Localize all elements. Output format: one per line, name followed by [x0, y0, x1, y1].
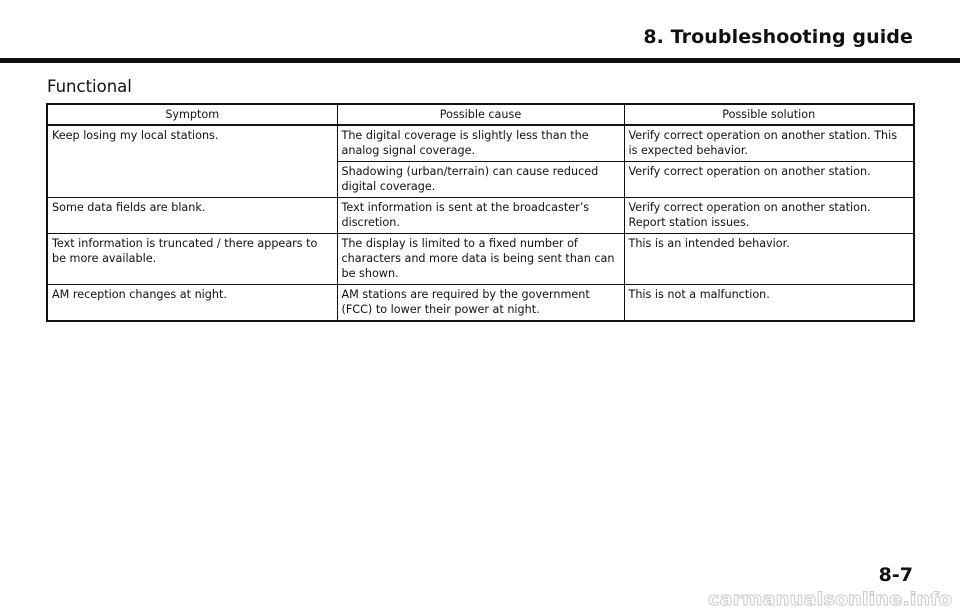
cause-cell: AM stations are required by the government (FCC) to lower their power at night.: [337, 285, 624, 322]
page-number: 8-7: [878, 564, 913, 586]
solution-cell: Verify correct operation on another station. This is expected behavior.: [624, 125, 914, 162]
watermark-text: carmanualsonline.info: [708, 589, 952, 610]
column-header-possible-solution: Possible solution: [624, 104, 914, 125]
chapter-title: 8. Troubleshooting guide: [643, 26, 913, 48]
solution-cell: Verify correct operation on another station. Report station issues.: [624, 198, 914, 234]
table-row: [47, 234, 914, 285]
cause-cell: The digital coverage is slightly less than the analog signal coverage.: [337, 125, 624, 162]
symptom-cell: Text information is truncated / there appears to be more available.: [47, 234, 337, 285]
troubleshooting-table: [46, 103, 915, 322]
header-rule: [0, 58, 960, 63]
table-header-row: [47, 104, 914, 125]
column-header-possible-cause: Possible cause: [337, 104, 624, 125]
cause-cell: The display is limited to a fixed number of characters and more data is being sent than can be shown.: [337, 234, 624, 285]
solution-cell: This is not a malfunction.: [624, 285, 914, 322]
symptom-cell: AM reception changes at night.: [47, 285, 337, 322]
troubleshooting-table-container: [46, 103, 913, 322]
watermark-logo: [706, 588, 954, 610]
solution-cell: This is an intended behavior.: [624, 234, 914, 285]
table-row: [47, 285, 914, 322]
table-row: [47, 125, 914, 162]
symptom-cell: Some data fields are blank.: [47, 198, 337, 234]
section-title: Functional: [47, 77, 132, 96]
column-header-symptom: Symptom: [47, 104, 337, 125]
solution-cell: Verify correct operation on another station.: [624, 162, 914, 198]
table-row: [47, 198, 914, 234]
symptom-cell: Keep losing my local stations.: [47, 125, 337, 198]
cause-cell: Text information is sent at the broadcaster’s discretion.: [337, 198, 624, 234]
cause-cell: Shadowing (urban/terrain) can cause reduced digital coverage.: [337, 162, 624, 198]
